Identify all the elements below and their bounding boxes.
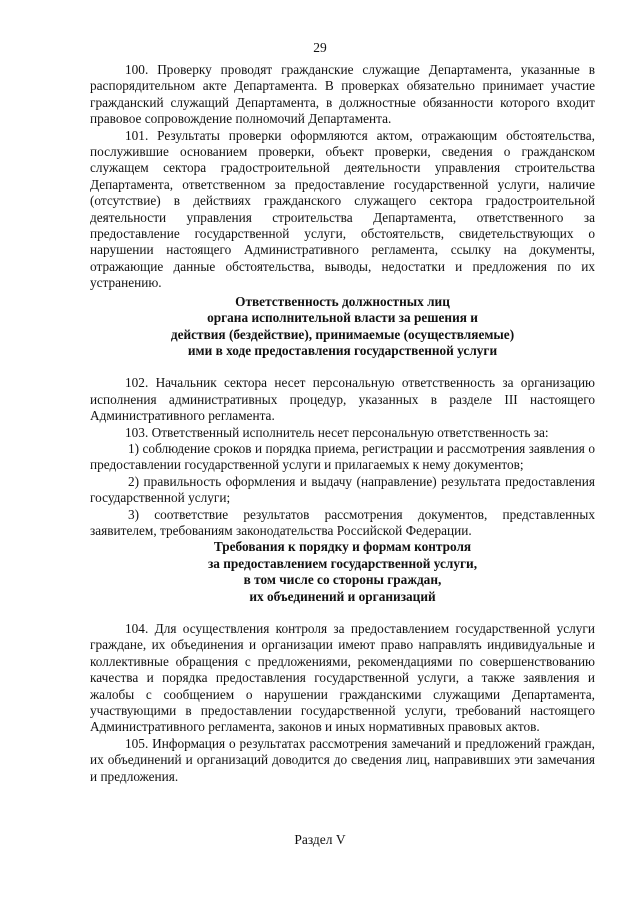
heading-line: их объединений и организаций [249,588,436,604]
list-item: 1) соблюдение сроков и порядка приема, регистрации и рассмотрения заявления о предоставлении государственной услуги и прилагаемых к нему документов; [90,440,595,473]
heading-line: органа исполнительной власти за решения и [207,310,478,326]
section-title: Раздел V [294,832,346,847]
paragraph-101: 101. Результаты проверки оформляются актом, отражающим обстоятельства, послужившие основанием проверки, объект проверки, сведения о гражданском служащем сектора градостроительной деятельности управления строительства Департамента, ответственном за предоставление государственной услуги, наличие (отсутствие) в действиях гражданского служащего сектора градостроительной деятельности управления строительства Департамента, ответственного за предоставление государственной услуги, обстоятельств, свидетельствующих о нарушении настоящего Административного регламента, ссылку на документы, отражающие данные обстоятельства, выводы, недостатки и предложения по их устранению. [90,127,595,291]
heading-line: за предоставлением государственной услуги, [207,555,478,571]
heading-line: Требования к порядку и формам контроля [213,539,472,555]
paragraph-100: 100. Проверку проводят гражданские служащие Департамента, указанные в распорядительном акте Департамента. В проверках обязательно принимает участие гражданский служащий Департамента, в должностные обязанности которого входит правовое сопровождение полномочий Департамента. [90,62,595,127]
paragraph-104: 104. Для осуществления контроля за предоставлением государственной услуги граждане, их объединения и организации имеют право направлять индивидуальные и коллективные обращения с предложениями, рекомендациями по совершенствованию качества и порядка предоставления государственной услуги, а также заявления и жалобы с сообщением о нарушении гражданскими служащими Департамента, участвующими в предоставлении государственной услуги, требований настоящего Административного регламента, законов и иных нормативных правовых актов. [90,621,595,735]
section-heading-responsibility [90,294,595,360]
page-number: 29 [313,40,327,55]
heading-line: Ответственность должностных лиц [235,293,450,309]
section-heading-control [90,539,595,605]
paragraph-103: 103. Ответственный исполнитель несет персональную ответственность за: [125,424,549,440]
paragraph-102: 102. Начальник сектора несет персональную ответственность за организацию исполнения административных процедур, указанных в разделе III настоящего Административного регламента. [90,375,595,424]
heading-line: действия (бездействие), принимаемые (осуществляемые) [170,326,515,342]
list-item: 3) соответствие результатов рассмотрения документов, представленных заявителем, требованиям законодательства Российской Федерации. [90,506,595,538]
heading-line: ими в ходе предоставления государственной услуги [187,342,498,358]
list-item: 2) правильность оформления и выдачу (направление) результата предоставления государственной услуги; [90,473,595,506]
paragraph-105: 105. Информация о результатах рассмотрения замечаний и предложений граждан, их объединений и организаций доводится до сведения лиц, направивших эти замечания и предложения. [90,735,595,784]
document-body [90,62,595,785]
heading-line: в том числе со стороны граждан, [243,572,442,588]
